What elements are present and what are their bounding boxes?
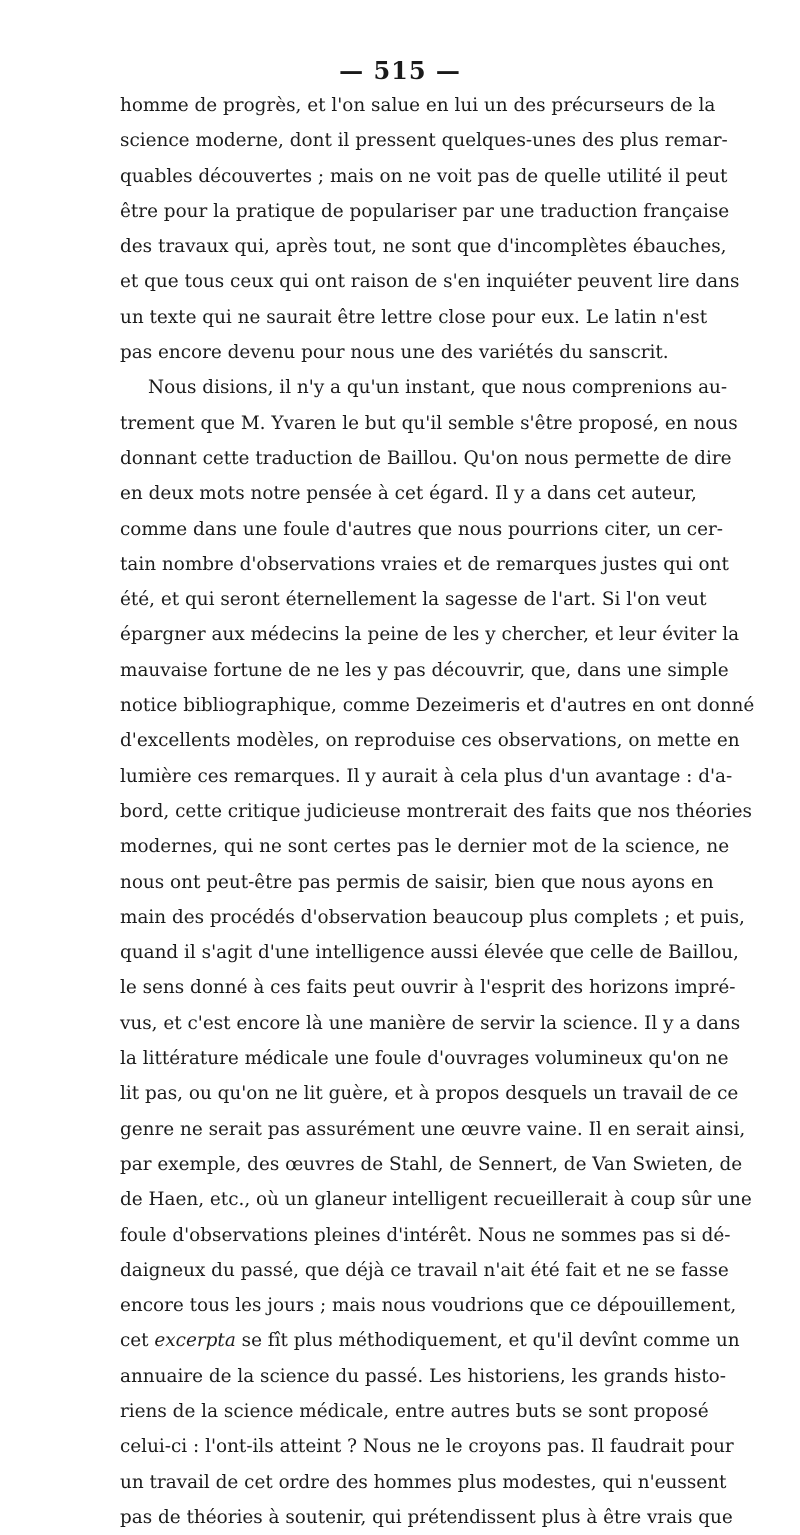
text-line: cet excerpta se fît plus méthodiquement, et qu'il devînt comme un	[120, 1330, 740, 1352]
text-line: encore tous les jours ; mais nous voudrions que ce dépouillement,	[120, 1295, 737, 1317]
text-line: par exemple, des œuvres de Stahl, de Sennert, de Van Swieten, de	[120, 1153, 743, 1175]
page-number: — 515 —	[339, 56, 461, 85]
text-line: quand il s'agit d'une intelligence aussi élevée que celle de Baillou,	[120, 942, 739, 964]
text-line: tain nombre d'observations vraies et de remarques justes qui ont	[120, 553, 729, 575]
text-line: pas de théories à soutenir, qui prétendissent plus à être vrais que	[120, 1506, 733, 1528]
text-line: nous ont peut-être pas permis de saisir, bien que nous ayons en	[120, 871, 714, 893]
text-line: celui-ci : l'ont-ils atteint ? Nous ne le croyons pas. Il faudrait pour	[120, 1436, 734, 1458]
text-line: un travail de cet ordre des hommes plus modestes, qui n'eussent	[120, 1471, 727, 1493]
text-line: la littérature médicale une foule d'ouvrages volumineux qu'on ne	[120, 1048, 729, 1070]
text-line: un texte qui ne saurait être lettre close pour eux. Le latin n'est	[120, 306, 708, 328]
text-line: notice bibliographique, comme Dezeimeris et d'autres en ont donné	[120, 695, 755, 717]
text-line: annuaire de la science du passé. Les historiens, les grands histo-	[120, 1365, 726, 1387]
text-line: Nous disions, il n'y a qu'un instant, que nous comprenions au-	[148, 377, 728, 399]
text-line: modernes, qui ne sont certes pas le dernier mot de la science, ne	[120, 836, 730, 858]
text-line: comme dans une foule d'autres que nous pourrions citer, un cer-	[120, 518, 723, 540]
text-line: foule d'observations pleines d'intérêt. Nous ne sommes pas si dé-	[120, 1224, 731, 1246]
text-line: science moderne, dont il pressent quelques-unes des plus remar-	[120, 130, 728, 152]
text-line: trement que M. Yvaren le but qu'il semble s'être proposé, en nous	[120, 412, 738, 434]
text-line: lumière ces remarques. Il y aurait à cela plus d'un avantage : d'a-	[120, 765, 733, 787]
text-line: pas encore devenu pour nous une des variétés du sanscrit.	[120, 342, 669, 364]
text-line: de Haen, etc., où un glaneur intelligent recueillerait à coup sûr une	[120, 1189, 752, 1211]
text-line: homme de progrès, et l'on salue en lui un des précurseurs de la	[120, 95, 716, 116]
text-line: et que tous ceux qui ont raison de s'en inquiéter peuvent lire dans	[120, 271, 740, 293]
text-line: main des procédés d'observation beaucoup plus complets ; et puis,	[120, 906, 745, 928]
text-line: être pour la pratique de populariser par une traduction française	[120, 200, 730, 222]
body-text	[120, 88, 755, 1535]
text-line: d'excellents modèles, on reproduise ces observations, on mette en	[120, 730, 740, 752]
text-line: genre ne serait pas assurément une œuvre vaine. Il en serait ainsi,	[120, 1118, 746, 1140]
text-line: riens de la science médicale, entre autres buts se sont proposé	[120, 1400, 709, 1422]
text-line: en deux mots notre pensée à cet égard. Il y a dans cet auteur,	[120, 483, 697, 505]
text-line: daigneux du passé, que déjà ce travail n'ait été fait et ne se fasse	[120, 1259, 729, 1281]
text-line: lit pas, ou qu'on ne lit guère, et à propos desquels un travail de ce	[120, 1083, 739, 1105]
italic-term: excerpta	[154, 1330, 236, 1352]
text-line: été, et qui seront éternellement la sagesse de l'art. Si l'on veut	[120, 589, 707, 611]
text-line: quables découvertes ; mais on ne voit pas de quelle utilité il peut	[120, 165, 728, 187]
text-line: bord, cette critique judicieuse montrerait des faits que nos théories	[120, 800, 752, 822]
text-line: épargner aux médecins la peine de les y chercher, et leur éviter la	[120, 624, 740, 646]
text-line: donnant cette traduction de Baillou. Qu'on nous permette de dire	[120, 447, 732, 469]
text-line: vus, et c'est encore là une manière de servir la science. Il y a dans	[120, 1012, 741, 1034]
text-line: mauvaise fortune de ne les y pas découvrir, que, dans une simple	[120, 659, 729, 681]
text-line: des travaux qui, après tout, ne sont que d'incomplètes ébauches,	[120, 236, 727, 258]
text-line: le sens donné à ces faits peut ouvrir à l'esprit des horizons impré-	[120, 977, 736, 999]
